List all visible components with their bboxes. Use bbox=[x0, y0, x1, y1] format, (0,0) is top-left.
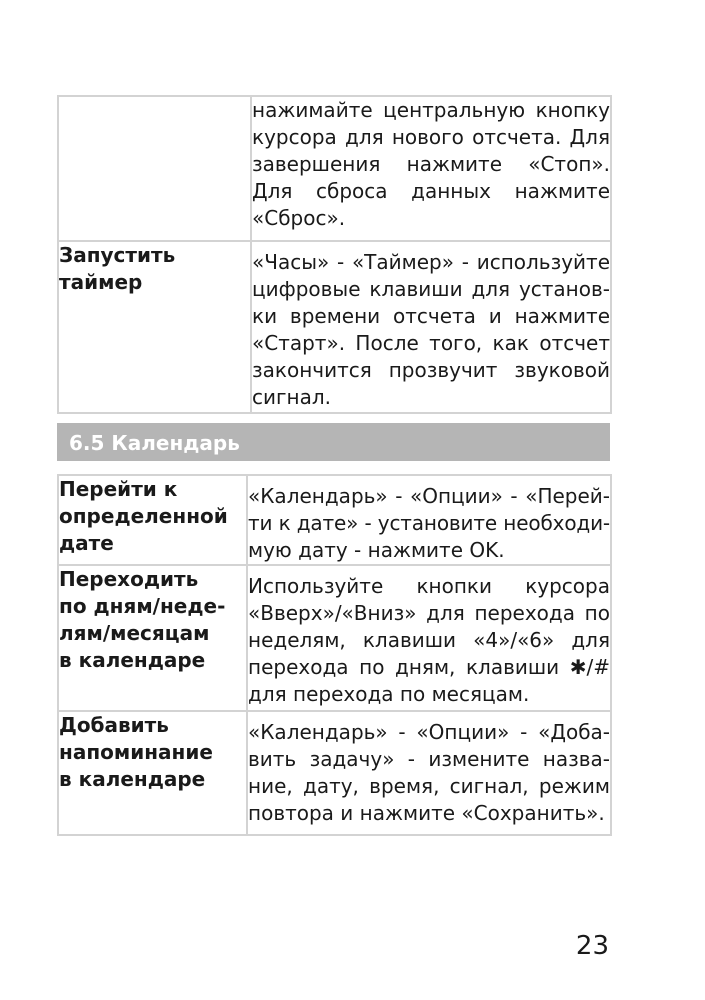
desc-line: курсора для нового отсчета. Для bbox=[252, 125, 610, 149]
desc-line: для перехода по месяцам. bbox=[248, 682, 530, 706]
row-description bbox=[247, 711, 611, 835]
table-row bbox=[58, 241, 611, 413]
desc-line: мую дату - нажмите OK. bbox=[248, 538, 505, 562]
calendar-instructions-table bbox=[57, 474, 612, 836]
desc-line: «Календарь» - «Опции» - «Перей- bbox=[248, 484, 610, 508]
desc-line: ние, дату, время, сигнал, режим bbox=[248, 774, 610, 798]
desc-line: «Календарь» - «Опции» - «Доба- bbox=[248, 720, 610, 744]
desc-line: завершения нажмите «Стоп». bbox=[252, 152, 610, 176]
label-line: Переходить bbox=[59, 567, 199, 591]
label-line: дате bbox=[59, 531, 114, 555]
desc-line: повтора и нажмите «Сохранить». bbox=[248, 801, 605, 825]
row-label bbox=[58, 711, 247, 835]
desc-line: вить задачу» - измените назва- bbox=[248, 747, 610, 771]
desc-line: нажимайте центральную кнопку bbox=[252, 98, 610, 122]
row-description bbox=[247, 565, 611, 711]
desc-line: Для сброса данных нажмите bbox=[252, 179, 610, 203]
label-line: в календаре bbox=[59, 648, 206, 672]
desc-line: закончится прозвучит звуковой bbox=[252, 358, 610, 382]
desc-line: «Сброс». bbox=[252, 206, 346, 230]
row-label bbox=[58, 241, 251, 413]
table-row bbox=[58, 565, 611, 711]
desc-line: сигнал. bbox=[252, 385, 331, 409]
section-header bbox=[57, 423, 610, 461]
table-row bbox=[58, 711, 611, 835]
table-row bbox=[58, 96, 611, 241]
desc-line: цифровые клавиши для установ- bbox=[252, 277, 610, 301]
row-description bbox=[251, 96, 611, 241]
label-line: Перейти к bbox=[59, 477, 178, 501]
label-line: в календаре bbox=[59, 767, 206, 791]
desc-line: неделям, клавиши «4»/«6» для bbox=[248, 628, 610, 652]
desc-line: «Старт». После того, как отсчет bbox=[252, 331, 610, 355]
label-line: по дням/неде- bbox=[59, 594, 226, 618]
label-line: определенной bbox=[59, 504, 228, 528]
label-line: напоминание bbox=[59, 740, 213, 764]
label-line: лям/месяцам bbox=[59, 621, 210, 645]
row-description bbox=[251, 241, 611, 413]
label-line: таймер bbox=[59, 270, 143, 294]
desc-line: Используйте кнопки курсора bbox=[248, 574, 610, 598]
row-label bbox=[58, 96, 251, 241]
table-row bbox=[58, 475, 611, 565]
desc-line: ки времени отсчета и нажмите bbox=[252, 304, 610, 328]
row-label bbox=[58, 475, 247, 565]
row-label bbox=[58, 565, 247, 711]
row-description bbox=[247, 475, 611, 565]
desc-line: «Часы» - «Таймер» - используйте bbox=[252, 250, 610, 274]
page-number: 23 bbox=[575, 931, 609, 961]
desc-line: «Вверх»/«Вниз» для перехода по bbox=[248, 601, 610, 625]
label-line: Добавить bbox=[59, 713, 169, 737]
desc-line: ти к дате» - установите необходи- bbox=[248, 511, 610, 535]
instructions-table-top bbox=[57, 95, 612, 414]
desc-line: перехода по дням, клавиши ✱/# bbox=[248, 655, 610, 679]
label-line: Запустить bbox=[59, 243, 176, 267]
section-title: 6.5 Календарь bbox=[69, 431, 240, 455]
